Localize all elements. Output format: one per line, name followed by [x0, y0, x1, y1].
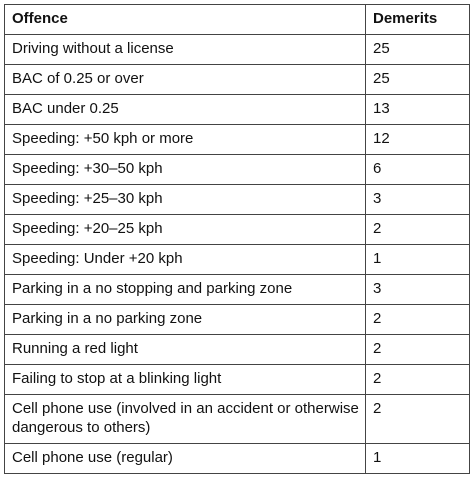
header-demerits: Demerits [366, 5, 470, 35]
header-row [5, 5, 470, 35]
demerits-cell: 1 [366, 444, 470, 474]
offence-cell: Speeding: Under +20 kph [5, 245, 366, 275]
table-row [5, 95, 470, 125]
offence-cell: Parking in a no stopping and parking zone [5, 275, 366, 305]
demerits-cell: 6 [366, 155, 470, 185]
demerits-table [4, 4, 470, 474]
demerits-cell: 3 [366, 275, 470, 305]
offence-cell: Speeding: +25–30 kph [5, 185, 366, 215]
table-row [5, 215, 470, 245]
table-row [5, 305, 470, 335]
offence-cell: Failing to stop at a blinking light [5, 365, 366, 395]
header-offence: Offence [5, 5, 366, 35]
offence-cell: Cell phone use (involved in an accident or otherwise dangerous to others) [5, 395, 366, 444]
offence-cell: Speeding: +50 kph or more [5, 125, 366, 155]
demerits-cell: 2 [366, 335, 470, 365]
table-row [5, 65, 470, 95]
table-row [5, 155, 470, 185]
demerits-cell: 13 [366, 95, 470, 125]
table-row [5, 125, 470, 155]
table-row [5, 395, 470, 444]
offence-cell: Running a red light [5, 335, 366, 365]
demerits-cell: 1 [366, 245, 470, 275]
offence-cell: BAC of 0.25 or over [5, 65, 366, 95]
demerits-cell: 3 [366, 185, 470, 215]
offence-cell: Cell phone use (regular) [5, 444, 366, 474]
offence-cell: Driving without a license [5, 35, 366, 65]
offence-cell: Parking in a no parking zone [5, 305, 366, 335]
demerits-cell: 2 [366, 215, 470, 245]
demerits-cell: 25 [366, 65, 470, 95]
table-row [5, 275, 470, 305]
table-row [5, 185, 470, 215]
demerits-cell: 2 [366, 365, 470, 395]
offence-cell: BAC under 0.25 [5, 95, 366, 125]
table-row [5, 365, 470, 395]
offence-cell: Speeding: +20–25 kph [5, 215, 366, 245]
table-row [5, 35, 470, 65]
table-row [5, 335, 470, 365]
table-row [5, 245, 470, 275]
demerits-cell: 2 [366, 305, 470, 335]
offence-cell: Speeding: +30–50 kph [5, 155, 366, 185]
demerits-cell: 12 [366, 125, 470, 155]
demerits-cell: 25 [366, 35, 470, 65]
table-row [5, 444, 470, 474]
demerits-cell: 2 [366, 395, 470, 444]
